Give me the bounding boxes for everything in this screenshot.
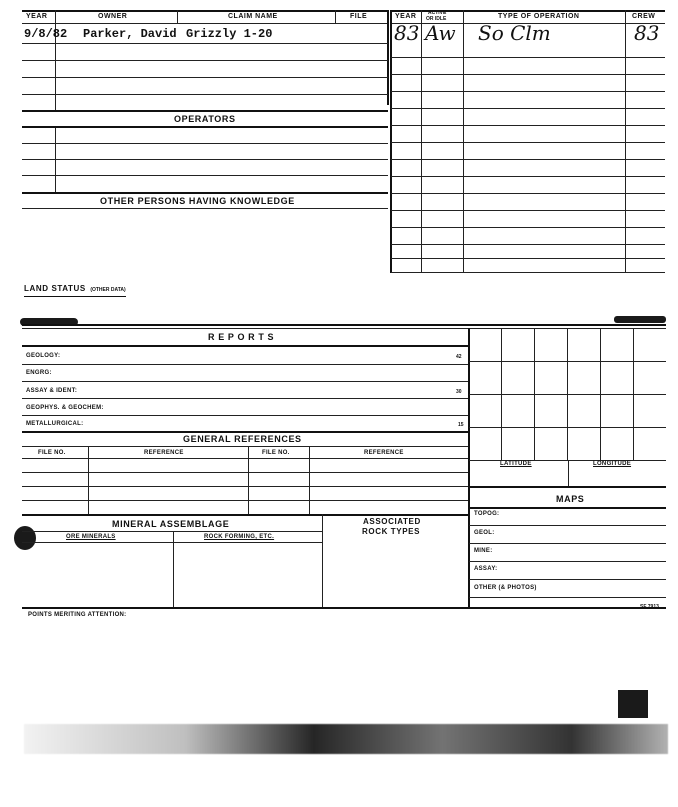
crew-value: 83: [634, 21, 660, 45]
year-header: YEAR: [26, 13, 48, 20]
maps-other: OTHER (& PHOTOS): [474, 585, 537, 591]
operators-label: OPERATORS: [174, 114, 236, 124]
longitude-label: LONGITUDE: [593, 461, 632, 467]
latitude-label: LATITUDE: [500, 461, 532, 467]
claim-name-value: Grizzly 1-20: [186, 27, 273, 41]
owner-value: Parker, David: [83, 27, 177, 41]
associated-line1: ASSOCIATED: [363, 517, 421, 526]
active-or-idle-value: Aw: [425, 21, 456, 45]
reports-title: R E P O R T S: [208, 332, 275, 342]
file-header: FILE: [350, 13, 368, 20]
land-status-sub: (OTHER DATA): [90, 287, 126, 293]
points-meriting-label: POINTS MERITING ATTENTION:: [28, 612, 127, 618]
year-value: 9/8/82: [24, 27, 68, 41]
op-year-header: YEAR: [395, 13, 417, 20]
active-or-idle-header-2: OR IDLE: [426, 16, 447, 22]
general-references-title: GENERAL REFERENCES: [183, 434, 302, 444]
ore-minerals-label: ORE MINERALS: [66, 534, 116, 540]
claim-name-header: CLAIM NAME: [228, 13, 278, 20]
scan-artifact-band: [24, 724, 668, 754]
maps-topog: TOPOG:: [474, 511, 500, 517]
op-year-value: 83: [394, 21, 420, 45]
land-status: [24, 278, 126, 297]
engrg-label: ENGRG:: [26, 370, 52, 376]
mineral-assemblage-title: MINERAL ASSEMBLAGE: [112, 519, 230, 529]
maps-geol: GEOL:: [474, 530, 495, 536]
maps-assay: ASSAY:: [474, 566, 498, 572]
maps-mine: MINE:: [474, 548, 493, 554]
assay-ident-label: ASSAY & IDENT:: [26, 388, 78, 394]
geology-label: GEOLOGY:: [26, 353, 61, 359]
other-persons-label: OTHER PERSONS HAVING KNOWLEDGE: [100, 196, 295, 206]
scan-artifact-block: [618, 690, 648, 718]
land-status-label: LAND STATUS: [24, 284, 86, 293]
geology-num: 42: [456, 354, 462, 360]
geophys-label: GEOPHYS. & GEOCHEM:: [26, 405, 104, 411]
rock-forming-label: ROCK FORMING, ETC.: [204, 534, 275, 540]
active-or-idle-header-1: ACTIVE: [428, 10, 447, 16]
metallurgical-label: METALLURGICAL:: [26, 421, 84, 427]
assay-num: 30: [456, 389, 462, 395]
form-number: SF 7913: [640, 604, 659, 610]
maps-title: MAPS: [556, 494, 585, 504]
owner-header: OWNER: [98, 13, 128, 20]
ref-file-no-header-2: FILE NO.: [262, 450, 290, 456]
ref-reference-header-1: REFERENCE: [144, 450, 184, 456]
type-of-operation-header: TYPE OF OPERATION: [498, 13, 580, 20]
type-of-operation-value: So Clm: [478, 21, 551, 45]
associated-line2: ROCK TYPES: [362, 527, 421, 536]
metallurgical-num: 15: [458, 422, 464, 428]
ref-file-no-header-1: FILE NO.: [38, 450, 66, 456]
crew-header: CREW: [632, 13, 656, 20]
ref-reference-header-2: REFERENCE: [364, 450, 404, 456]
